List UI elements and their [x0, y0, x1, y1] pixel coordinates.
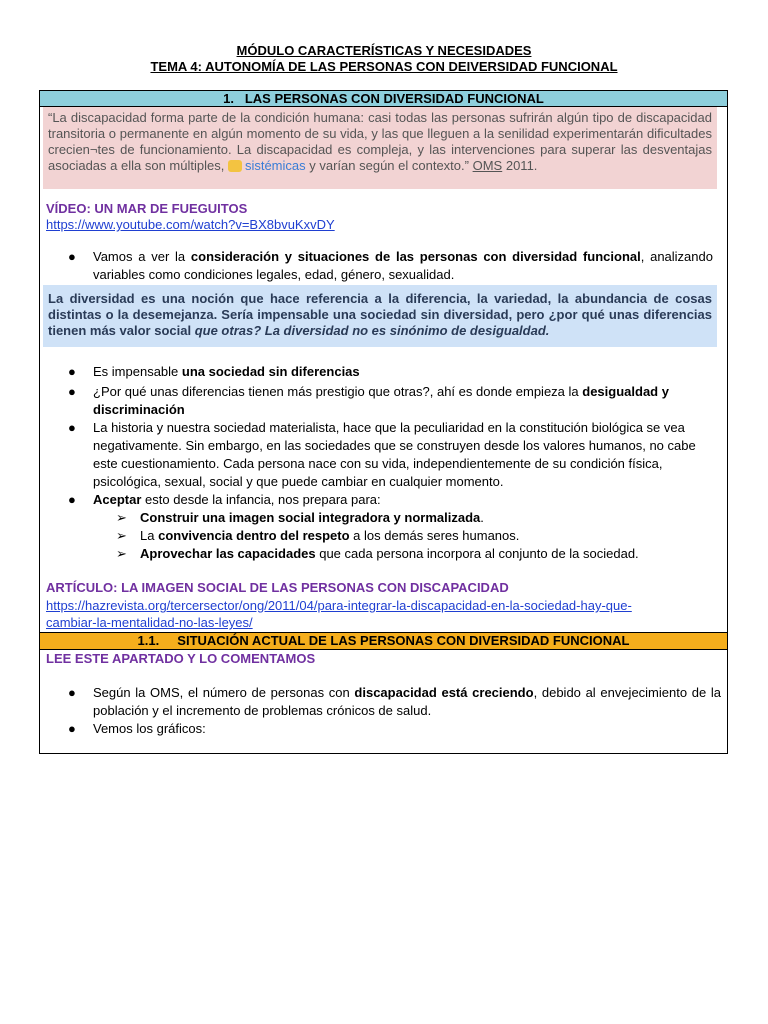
- quote-year: 2011.: [505, 158, 538, 173]
- bullet-icon: ●: [68, 492, 76, 507]
- arrow-text: La: [140, 528, 155, 543]
- video-link[interactable]: https://www.youtube.com/watch?v=BX8bvuKxvDY: [46, 217, 335, 232]
- bullet-text: Es impensable: [93, 364, 179, 379]
- arrow-bold: convivencia dentro del respeto: [158, 528, 350, 543]
- section-1-header: [40, 91, 727, 107]
- bullet-text: Vamos a ver la: [93, 249, 186, 264]
- article-title: ARTÍCULO: LA IMAGEN SOCIAL DE LAS PERSONAS CON DISCAPACIDAD: [46, 580, 509, 595]
- arrow-text: .: [480, 510, 484, 525]
- arrow-text-end: a los demás seres humanos.: [353, 528, 520, 543]
- oms-link[interactable]: OMS: [472, 158, 503, 173]
- bullet-item: [68, 720, 713, 738]
- bullet-icon: ●: [68, 364, 76, 379]
- arrow-icon: ➢: [116, 510, 127, 525]
- bullet-bold: desigualdad y discriminación: [93, 384, 669, 417]
- bullet-bold: consideración y situaciones de las personas con diversidad funcional: [190, 249, 641, 264]
- arrow-bold: Aprovechar las capacidades: [140, 546, 316, 561]
- arrow-item: [116, 545, 740, 563]
- bullet-text: Vemos los gráficos:: [93, 721, 206, 736]
- arrow-item: [116, 527, 740, 545]
- bullet-bold: una sociedad sin diferencias: [181, 364, 360, 379]
- quote-text: “La discapacidad forma parte de la condición humana: casi todas las personas sufrirán algún tipo de discapacidad transitoria o permanente en algún momento de su vida, y las que lleguen a la senilidad experimentarán dificultades crecien¬tes de funcionamiento. La discapacidad es compleja, y las intervenciones para superar las desventajas asociadas a ella son múltiples,: [48, 110, 712, 173]
- bullet-item: [68, 419, 718, 491]
- section-1-1-title: SITUACIÓN ACTUAL DE LAS PERSONAS CON DIVERSIDAD FUNCIONAL: [177, 633, 630, 648]
- bullet-icon: ●: [68, 420, 76, 435]
- section-1-1-number: 1.1.: [137, 633, 160, 648]
- bullet-bold: Aceptar: [93, 492, 142, 507]
- instruction-text: LEE ESTE APARTADO Y LO COMENTAMOS: [46, 651, 316, 666]
- bullet-item: [68, 383, 713, 419]
- section-1-number: 1.: [223, 91, 234, 106]
- bullet-text: La historia y nuestra sociedad materialista, hace que la peculiaridad en la constitución biológica se vea negativamente. Sin embargo, en las sociedades que se construyen desde los valores humanos, no cabe este cuestionamiento. Cada persona nace con su vida, independientemente de su condición física, psicológica, sexual, social y que puede cambiar en cualquier momento.: [93, 420, 696, 489]
- oms-quote-box: [43, 107, 717, 189]
- bullet-text-end: , analizando variables como condiciones legales, edad, género, sexualidad.: [93, 249, 713, 282]
- bullet-item: [68, 491, 713, 509]
- arrow-bold: Construir una imagen social integradora y normalizada: [140, 510, 481, 525]
- hand-icon: [228, 160, 242, 172]
- bullet-icon: ●: [68, 721, 76, 736]
- topic-title: TEMA 4: AUTONOMÍA DE LAS PERSONAS CON DEIVERSIDAD FUNCIONAL: [150, 59, 618, 74]
- quote-sistemicas: sistémicas: [244, 158, 306, 173]
- article-link-cont[interactable]: cambiar-la-mentalidad-no-las-leyes/: [46, 615, 253, 630]
- bullet-icon: ●: [68, 685, 76, 700]
- section-1-1-header: [40, 632, 727, 650]
- arrow-icon: ➢: [116, 546, 127, 561]
- definition-text: La diversidad es una noción que hace referencia a la diferencia, la variedad, la abundancia de cosas distintas o la desemejanza. Sería impensable una sociedad sin diversidad, pero ¿por qué unas diferencias tienen más valor social: [48, 291, 712, 338]
- bullet-text: ¿Por qué unas diferencias tienen más prestigio que otras?, ahí es donde empieza la: [93, 384, 579, 399]
- arrow-item: [116, 509, 740, 527]
- arrow-text: que cada persona incorpora al conjunto de la sociedad.: [319, 546, 639, 561]
- bullet-item: [68, 248, 713, 284]
- section-1-title: LAS PERSONAS CON DIVERSIDAD FUNCIONAL: [244, 91, 544, 106]
- content-table: [39, 90, 728, 754]
- bullet-item: [68, 684, 722, 720]
- bullet-text: esto desde la infancia, nos prepara para:: [145, 492, 381, 507]
- bullet-bold: discapacidad está creciendo: [354, 685, 534, 700]
- quote-text-end: y varían según el contexto.”: [309, 158, 469, 173]
- bullet-icon: ●: [68, 249, 76, 264]
- bullet-text: Según la OMS, el número de personas con: [93, 685, 350, 700]
- arrow-icon: ➢: [116, 528, 127, 543]
- bullet-icon: ●: [68, 384, 76, 399]
- bullet-item: [68, 363, 713, 381]
- module-title: MÓDULO CARACTERÍSTICAS Y NECESIDADES: [236, 43, 532, 58]
- video-title: VÍDEO: UN MAR DE FUEGUITOS: [46, 201, 248, 216]
- article-link[interactable]: https://hazrevista.org/tercersector/ong/2011/04/para-integrar-la-discapacidad-en-la-sociedad-hay-que-: [46, 598, 632, 613]
- definition-text-italic: que otras? La diversidad no es sinónimo de desigualdad.: [194, 323, 550, 338]
- diversity-definition-box: [43, 285, 717, 347]
- bullet-text-end: , debido al envejecimiento de la población y el incremento de problemas crónicos de salud.: [93, 685, 722, 718]
